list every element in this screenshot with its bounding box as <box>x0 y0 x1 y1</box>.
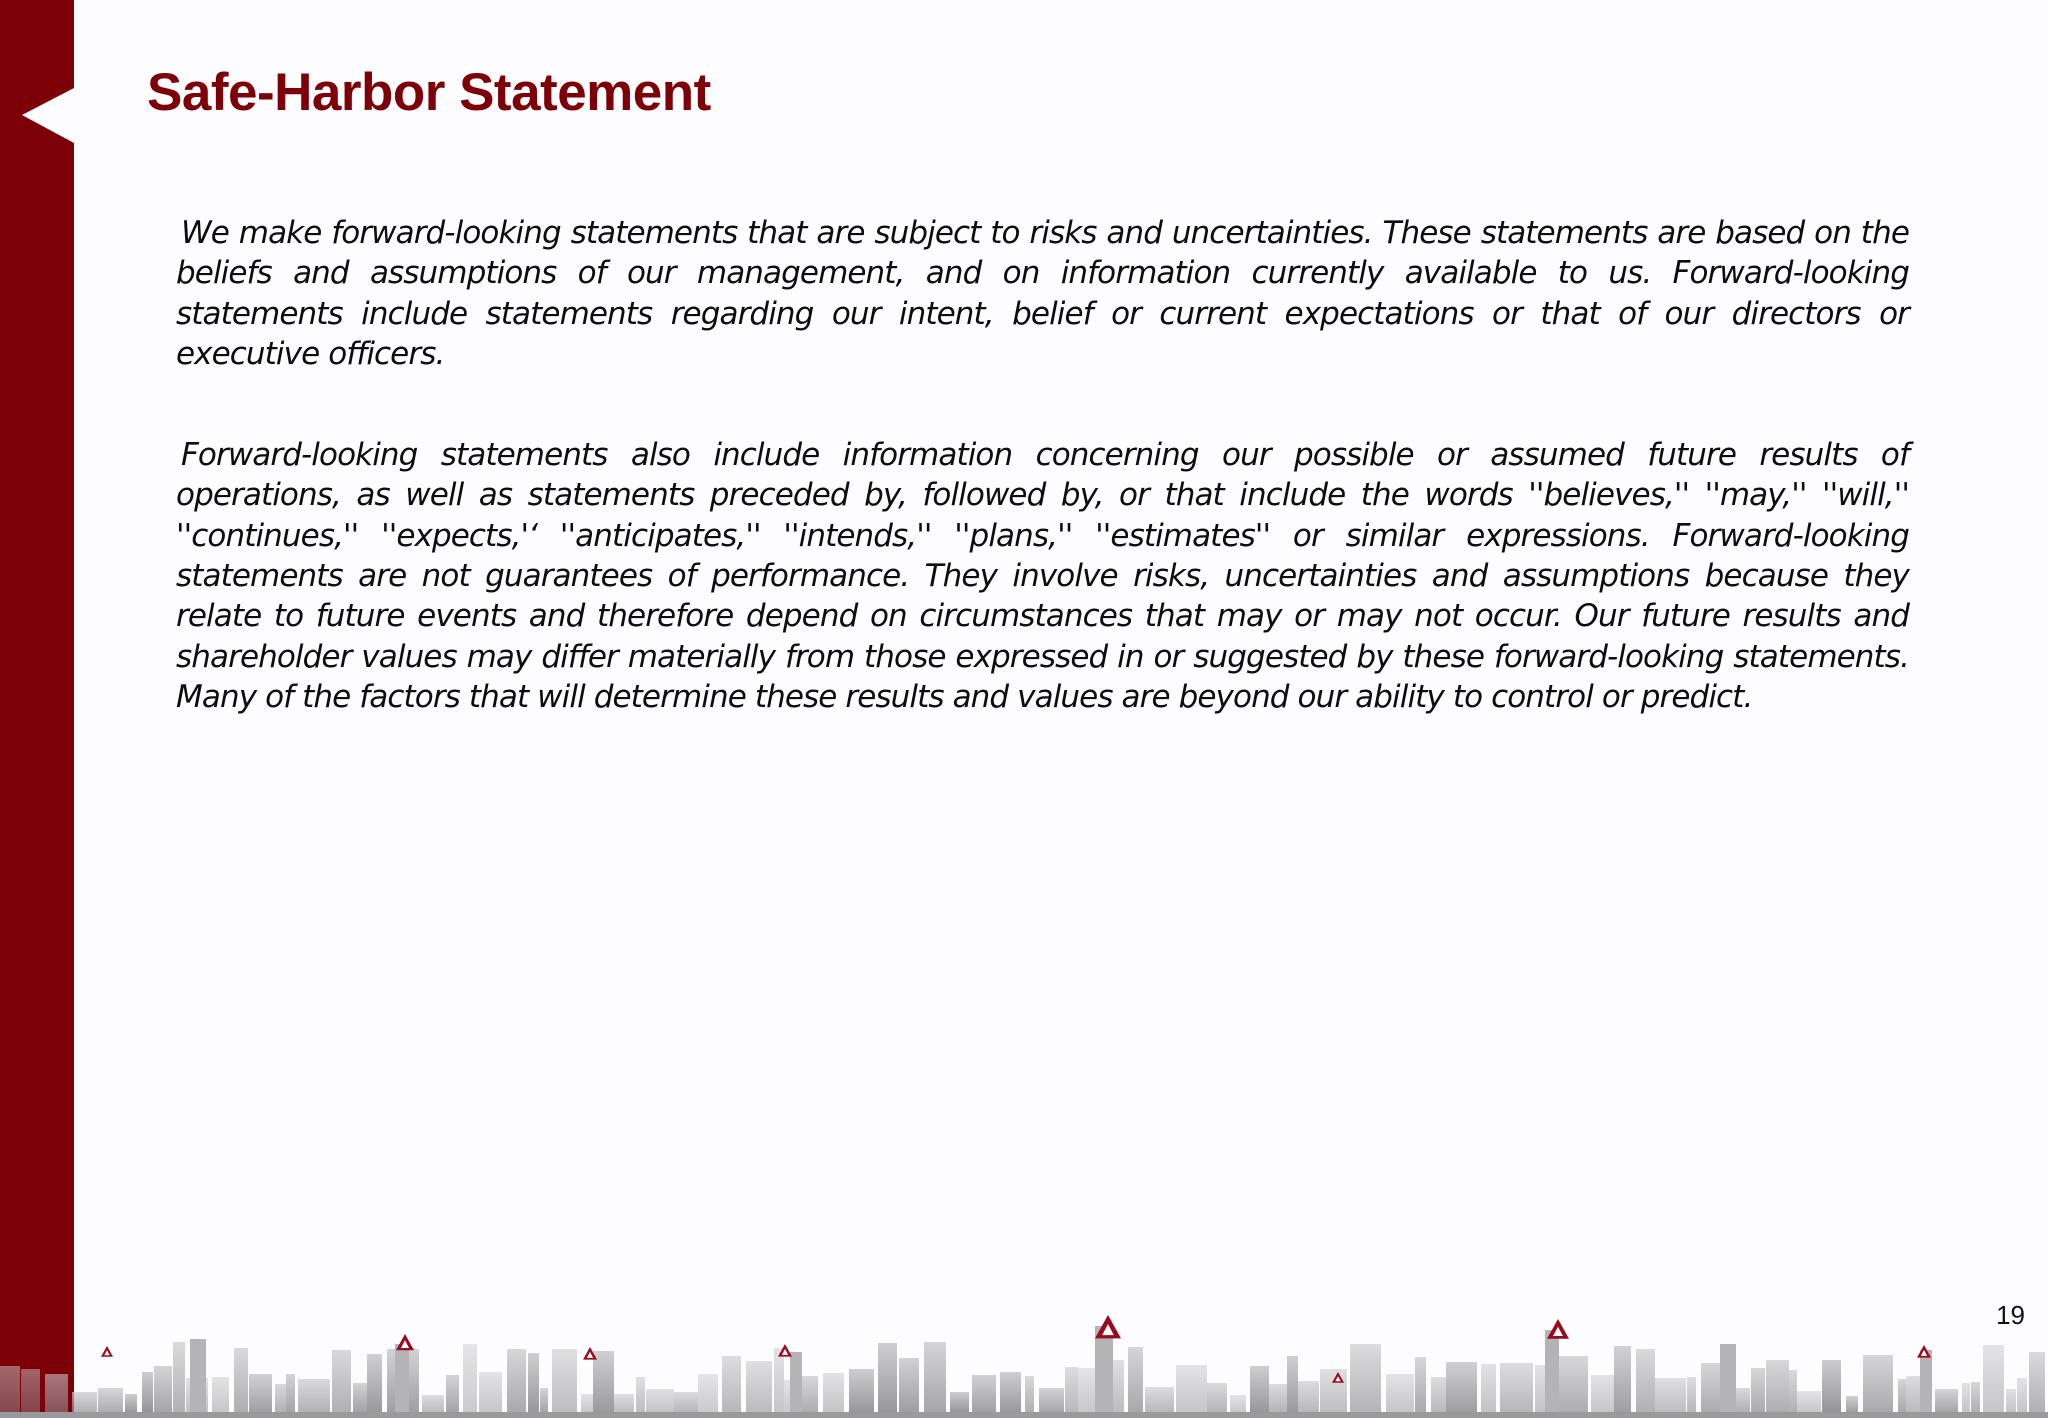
skyline-building <box>1789 1370 1797 1414</box>
skyline-building <box>142 1372 153 1414</box>
skyline-tower <box>1720 1344 1736 1414</box>
skyline-building <box>1269 1384 1287 1414</box>
skyline-building <box>614 1394 634 1414</box>
skyline-tower <box>1545 1330 1559 1414</box>
skyline-building <box>2029 1352 2045 1414</box>
skyline-building <box>173 1342 185 1414</box>
skyline-building <box>1000 1372 1021 1414</box>
skyline-building <box>849 1369 874 1414</box>
skyline-building <box>298 1379 330 1414</box>
skyline-building <box>367 1354 382 1414</box>
skyline-building <box>1298 1381 1319 1414</box>
skyline-building <box>1112 1360 1124 1414</box>
skyline-building <box>1846 1396 1858 1414</box>
skyline-building <box>1386 1374 1414 1414</box>
city-skyline-footer <box>0 1308 2048 1418</box>
skyline-building <box>234 1348 248 1414</box>
skyline-building <box>1797 1391 1821 1414</box>
skyline-building <box>507 1349 526 1414</box>
skyline-building <box>1065 1367 1078 1414</box>
skyline-building <box>540 1388 548 1414</box>
skyline-tower <box>190 1339 206 1414</box>
skyline-building <box>636 1377 645 1414</box>
skyline-building <box>1983 1345 2004 1414</box>
skyline-tower <box>395 1344 409 1414</box>
skyline-building <box>1350 1344 1381 1414</box>
skyline-building <box>286 1374 295 1414</box>
skyline-building <box>1751 1368 1765 1414</box>
skyline-building <box>1025 1376 1034 1414</box>
skyline-building <box>1655 1378 1686 1414</box>
skyline-building <box>972 1375 996 1414</box>
skyline-building <box>746 1361 772 1414</box>
skyline-building <box>1446 1362 1477 1414</box>
skyline-building <box>275 1384 286 1414</box>
skyline-building <box>1614 1346 1631 1414</box>
skyline-building <box>1766 1360 1789 1414</box>
skyline-building <box>722 1356 741 1414</box>
skyline-building <box>528 1353 539 1414</box>
skyline-building <box>823 1373 844 1414</box>
skyline-building <box>674 1392 698 1414</box>
skyline-building <box>21 1369 40 1414</box>
skyline-building <box>45 1374 68 1414</box>
paragraph: We make forward-looking statements that are subject to risks and uncertainties. These statements are based on the beliefs and assumptions of our management, and on information currently available to us. Forward-looking statements include statements regarding our intent, belief or current expectations or that of our directors or executive officers. <box>176 215 1909 372</box>
skyline-building <box>1145 1387 1174 1414</box>
skyline-building <box>878 1343 897 1414</box>
skyline-building <box>1935 1389 1958 1414</box>
skyline-building <box>950 1392 969 1414</box>
skyline-building <box>1415 1357 1426 1414</box>
skyline-building <box>332 1350 351 1414</box>
skyline-building <box>422 1395 444 1414</box>
page-number: 19 <box>1996 1300 2025 1330</box>
skyline-building <box>1230 1395 1246 1414</box>
skyline-building <box>1591 1375 1614 1414</box>
skyline-building <box>1128 1347 1143 1414</box>
skyline-building <box>0 1366 20 1414</box>
skyline-building <box>479 1372 502 1414</box>
skyline-building <box>2006 1389 2016 1414</box>
skyline-building <box>552 1349 577 1414</box>
skyline-building <box>899 1358 919 1414</box>
skyline-tower <box>1095 1326 1113 1414</box>
skyline-building <box>593 1351 614 1414</box>
skyline-building <box>1320 1369 1347 1414</box>
skyline-building <box>581 1394 593 1414</box>
skyline-building <box>1176 1365 1207 1414</box>
skyline-tower <box>1920 1350 1932 1414</box>
page-title: Safe-Harbor Statement <box>147 63 711 122</box>
skyline-building <box>1971 1382 1980 1414</box>
skyline-building <box>1863 1355 1893 1414</box>
skyline-building <box>446 1375 459 1414</box>
skyline-building <box>1687 1377 1696 1414</box>
skyline-building <box>1207 1383 1227 1414</box>
skyline-building <box>154 1366 172 1414</box>
skyline-building <box>125 1394 137 1414</box>
skyline-building <box>1898 1379 1906 1414</box>
skyline-building <box>249 1374 272 1414</box>
skyline-building <box>1250 1366 1269 1414</box>
skyline-building <box>1559 1356 1588 1414</box>
skyline-building <box>1039 1388 1064 1414</box>
side-bar-notch-icon <box>0 0 74 240</box>
statement-body <box>176 213 1909 717</box>
skyline-building <box>1500 1363 1533 1414</box>
skyline-building <box>463 1344 477 1414</box>
skyline-building <box>924 1342 946 1414</box>
skyline-building <box>1636 1349 1655 1414</box>
skyline-tower <box>790 1352 802 1414</box>
skyline-building <box>1481 1364 1496 1414</box>
skyline-building <box>1431 1377 1446 1414</box>
skyline-building <box>774 1348 784 1414</box>
skyline-building <box>98 1388 123 1414</box>
skyline-building <box>2017 1378 2027 1414</box>
paragraph: Forward-looking statements also include information concerning our possible or assumed future results of operations, as well as statements preceded by, followed by, or that include the words ''believes,'' ''may,'' ''will,'' ''continues,'' ''expects,'‘ ''anticipates,'' ''intends,'' ''plans,'' ''estimates'' or similar expressions. Forward-looking statements are not guarantees of performance. They involve risks, uncertainties and assumptions because they relate to future events and therefore depend on circumstances that may or may not occur. Our future results and shareholder values may differ materially from those expressed in or suggested by these forward-looking statements. Many of the factors that will determine these results and values are beyond our ability to control or predict. <box>176 437 1909 715</box>
skyline-building <box>698 1374 718 1414</box>
skyline-building <box>212 1377 229 1414</box>
skyline-building <box>1962 1383 1970 1414</box>
skyline-building <box>353 1383 367 1414</box>
skyline-building <box>1822 1360 1841 1414</box>
skyline-building <box>1287 1356 1298 1414</box>
skyline-building <box>72 1392 97 1414</box>
skyline-building <box>646 1389 674 1414</box>
